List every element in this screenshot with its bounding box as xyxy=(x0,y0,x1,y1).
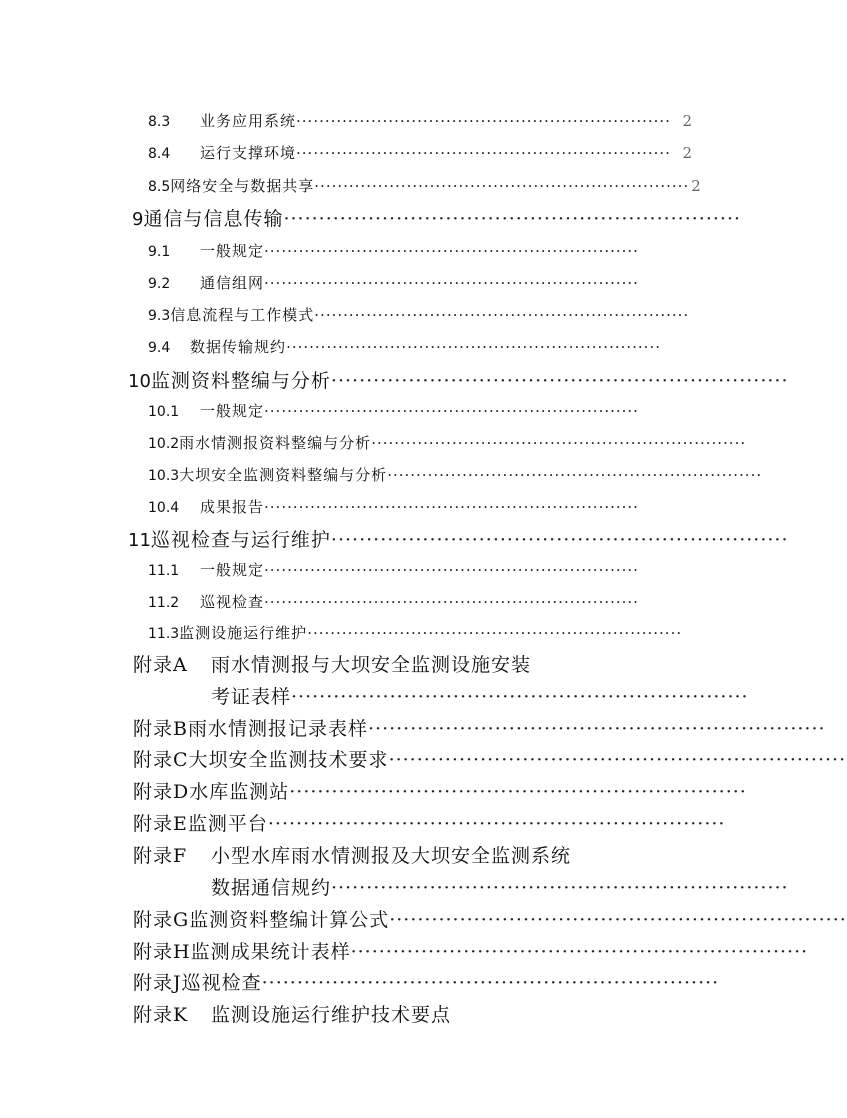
toc-entry-number: 8.4 xyxy=(148,146,171,162)
dot-leader: ································································· xyxy=(330,370,789,392)
toc-entry-number: 附录F xyxy=(133,845,188,867)
dot-leader: ································································· xyxy=(314,306,690,324)
dot-leader: ································································· xyxy=(389,909,847,931)
toc-entry-title: 小型水库雨水情测报及大坝安全监测系统 xyxy=(211,845,572,867)
toc-entry-title: 水库监测站 xyxy=(189,781,290,803)
dot-leader: ································································· xyxy=(264,242,639,260)
toc-entry-number: 9.4 xyxy=(148,340,171,356)
dot-leader: ································································· xyxy=(296,144,671,162)
toc-entry xyxy=(148,622,683,643)
toc-entry-number: 9.3 xyxy=(148,308,171,324)
toc-entry xyxy=(148,175,702,196)
toc-entry-title: 通信组网 xyxy=(200,274,265,292)
toc-entry-number: 10.4 xyxy=(148,500,180,516)
toc-entry-title: 网络安全与数据共享 xyxy=(170,177,315,195)
toc-entry-number: 附录D xyxy=(133,781,190,803)
toc-entry-title: 一般规定 xyxy=(200,561,265,579)
toc-entry-title: 巡视检查 xyxy=(200,593,265,611)
toc-entry-number: 10 xyxy=(128,371,151,392)
toc-entry-title: 巡视检查 xyxy=(181,972,262,994)
dot-leader: ································································· xyxy=(307,624,683,642)
toc-entry-number: 8.3 xyxy=(148,114,171,130)
toc-entry-number: 附录K xyxy=(133,1004,189,1026)
toc-entry-title: 数据传输规约 xyxy=(190,338,287,356)
toc-entry-number: 附录G xyxy=(133,909,190,931)
toc-entry-title: 监测设施运行维护 xyxy=(179,624,308,642)
toc-chapter xyxy=(128,366,789,393)
toc-entry-number: 8.5 xyxy=(148,179,171,195)
toc-entry-title: 监测平台 xyxy=(187,813,268,835)
toc-entry-number: 10.2 xyxy=(148,436,180,452)
toc-entry-number: 9.2 xyxy=(148,276,171,292)
toc-entry-title: 雨水情测报记录表样 xyxy=(187,718,368,740)
toc-appendix xyxy=(133,1000,653,1027)
toc-appendix xyxy=(133,745,847,772)
toc-entry-title: 大坝安全监测资料整编与分析 xyxy=(179,466,388,484)
dot-leader: ································································· xyxy=(387,466,763,484)
toc-entry-title: 雨水情测报与大坝安全监测设施安装 xyxy=(211,654,532,676)
toc-entry-number: 11.2 xyxy=(148,595,180,611)
toc-entry-page: 2 xyxy=(682,144,693,162)
dot-leader: ································································· xyxy=(291,686,749,708)
toc-entry xyxy=(148,272,663,293)
dot-leader: ································································· xyxy=(267,813,726,835)
toc-entry-number: 11.3 xyxy=(148,626,180,642)
toc-entry-title: 业务应用系统 xyxy=(200,112,297,130)
toc-entry-title-continued: 数据通信规约 xyxy=(211,877,332,899)
toc-entry-number: 9.1 xyxy=(148,244,171,260)
toc-entry-number: 10.3 xyxy=(148,468,180,484)
dot-leader: ································································· xyxy=(264,561,639,579)
toc-appendix xyxy=(133,714,826,741)
toc-entry-title-continued: 考证表样 xyxy=(211,686,292,708)
toc-entry-number: 附录J xyxy=(133,972,182,994)
dot-leader: ································································· xyxy=(296,112,671,130)
toc-entry-number: 10.1 xyxy=(148,404,180,420)
toc-entry xyxy=(148,464,763,485)
toc-entry-title: 雨水情测报资料整编与分析 xyxy=(179,434,372,452)
toc-entry-title: 巡视检查与运行维护 xyxy=(150,529,331,551)
dot-leader: ································································· xyxy=(350,941,809,963)
toc-entry-page: 2 xyxy=(691,177,702,195)
toc-entry-title: 监测成果统计表样 xyxy=(190,941,351,963)
toc-appendix-continued xyxy=(211,682,749,709)
toc-appendix xyxy=(133,905,847,932)
toc-entry-number: 附录B xyxy=(133,718,188,740)
toc-entry-title: 成果报告 xyxy=(200,498,265,516)
dot-leader: ································································· xyxy=(331,877,789,899)
toc-entry xyxy=(148,304,690,325)
toc-chapter xyxy=(128,525,789,552)
dot-leader: ································································· xyxy=(261,972,720,994)
toc-entry-number: 11.1 xyxy=(148,563,180,579)
toc-entry-number: 11 xyxy=(128,530,151,551)
dot-leader: ································································· xyxy=(283,208,742,230)
toc-appendix xyxy=(133,777,747,804)
toc-entry xyxy=(148,240,663,261)
toc-appendix xyxy=(133,650,663,677)
dot-leader: ································································· xyxy=(314,177,690,195)
toc-entry-page: 2 xyxy=(682,112,693,130)
toc-appendix xyxy=(133,841,663,868)
dot-leader: ································································· xyxy=(264,274,639,292)
toc-entry-number: 附录A xyxy=(133,654,188,676)
dot-leader: ································································· xyxy=(367,718,826,740)
dot-leader: ································································· xyxy=(388,749,847,771)
toc-entry-title: 一般规定 xyxy=(200,242,265,260)
toc-chapter xyxy=(132,204,742,231)
dot-leader: ································································· xyxy=(371,434,747,452)
toc-entry xyxy=(148,336,663,357)
toc-entry-number: 附录C xyxy=(133,749,189,771)
dot-leader: ································································· xyxy=(289,781,747,803)
toc-entry xyxy=(148,110,693,131)
toc-entry-title: 通信与信息传输 xyxy=(143,208,284,230)
toc-entry xyxy=(148,496,663,517)
toc-entry-title: 大坝安全监测技术要求 xyxy=(188,749,389,771)
toc-entry xyxy=(148,432,747,453)
toc-entry xyxy=(148,142,693,163)
toc-entry-title: 监测资料整编与分析 xyxy=(150,370,331,392)
dot-leader: ································································· xyxy=(264,402,639,420)
dot-leader: ································································· xyxy=(286,338,661,356)
toc-entry xyxy=(148,400,663,421)
toc-entry xyxy=(148,559,663,580)
toc-entry-title: 监测资料整编计算公式 xyxy=(189,909,390,931)
toc-entry-title: 运行支撑环境 xyxy=(200,144,297,162)
dot-leader: ································································· xyxy=(264,498,639,516)
toc-appendix xyxy=(133,937,809,964)
toc-entry-number: 9 xyxy=(132,209,144,230)
toc-appendix xyxy=(133,809,726,836)
dot-leader: ································································· xyxy=(264,593,639,611)
toc-entry-number: 附录E xyxy=(133,813,188,835)
toc-appendix-continued xyxy=(211,873,789,900)
dot-leader: ································································· xyxy=(330,529,789,551)
toc-entry-title: 信息流程与工作模式 xyxy=(170,306,315,324)
toc-entry-number: 附录H xyxy=(133,941,191,963)
toc-entry xyxy=(148,591,663,612)
toc-entry-title: 监测设施运行维护技术要点 xyxy=(211,1004,452,1026)
toc-entry-title: 一般规定 xyxy=(200,402,265,420)
toc-appendix xyxy=(133,968,720,995)
